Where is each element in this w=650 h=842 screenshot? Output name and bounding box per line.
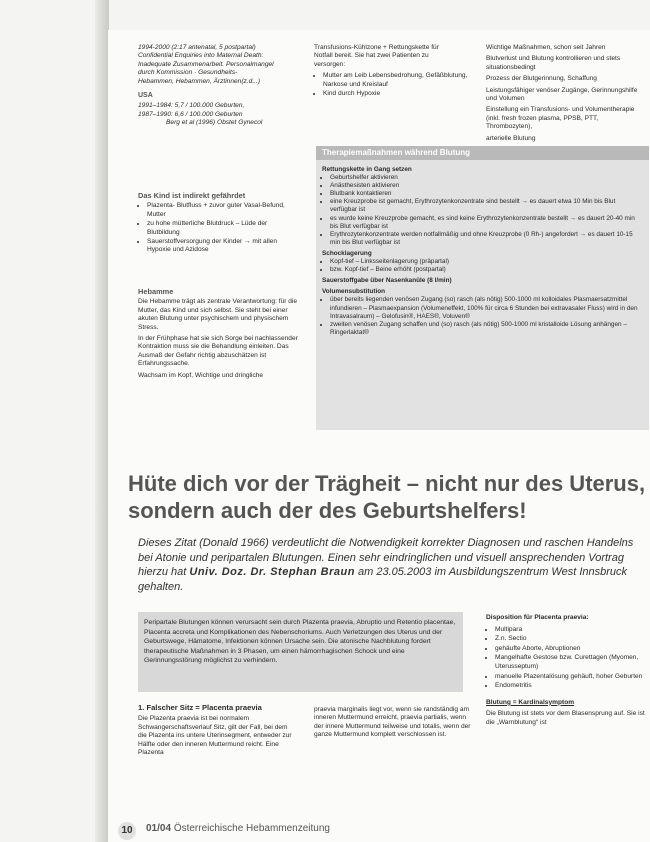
therapy-item-9: • über bereits liegenden venösen Zugang (so) rasch (als nötig) 500-1000 ml kolloidales Plasmaersatzmittel infundieren – Plasmaexpansion (Volumeneffekt, 100% für circa 6 Stunden bei extravasaler Fluss) wird in den Intravasalraum) – Gelofusin®, HAES®, Voluven® xyxy=(330,296,643,320)
therapy-item-1: • Geburtshelfer aktivieren xyxy=(330,174,643,182)
therapy-item-6: • Erythrozytenkonzentrate werden notfallmäßig und ohne Kreuzprobe (0 Rh-) angefordert → es dauert 10-15 min bis Blut verfügbar ist xyxy=(330,231,643,247)
intro-pre: Dieses Zitat (Donald 1966) verdeutlicht die Notwendigkeit korrekter Diagnosen und raschen Handelns bei Atonie und peripartalen Blutungen. Einen sehr eindringlichen und visuell ansprechenden Vortrag hierzu hat xyxy=(138,537,634,578)
disp-item-6: • Endometritis xyxy=(495,682,646,691)
usa-line-3: Berg et al (1996) Obstet Gynecol xyxy=(166,119,263,127)
therapy-box-title: Therapiemaßnahmen während Blutung xyxy=(316,146,649,160)
therapy-item-10: • zweiten venösen Zugang schaffen und (so) rasch (als nötig) 500-1000 ml kristalloide Lösung anhängen – Ringerlaktat® xyxy=(330,321,643,337)
col1-top xyxy=(138,44,300,131)
therapy-item-4: • eine Kreuzprobe ist gemacht, Erythrozytenkonzentrate sind bestellt → es dauert etwa 10 Min bis Blut verfügbar ist xyxy=(330,198,643,214)
hebamme-p1: Die Hebamme trägt als zentrale Verantwortung: für die Mutter, das Kind und sich selbst. Sie steht bei einer akuten Blutung unter psychischem und physischem Stress. xyxy=(138,298,298,331)
hebamme-heading: Hebamme xyxy=(138,287,174,296)
usa-line-2: 1987–1990: 6,6 / 100.000 Geburten xyxy=(138,110,243,118)
therapy-section-sauerstoff: Sauerstoffgabe über Nasenkanüle (8 l/min) xyxy=(322,277,452,285)
disp-item-4: • Mangelhafte Gestose bzw. Curettagen (Myomen, Uterusseptum) xyxy=(495,654,646,671)
therapy-item-3: • Blutbank kontaktieren xyxy=(330,190,643,198)
col3-line-2: Blutverlust und Blutung kontrollieren und stets situationsbedingt xyxy=(486,55,621,71)
col3-line-1: Wichtige Maßnahmen, schon seit Jahren xyxy=(486,44,606,51)
disposition-title: Disposition für Placenta praevia: xyxy=(486,614,589,621)
kind-item-1: • Plazenta- Blutfluss + zuvor guter Vasal-Befund, Mutter xyxy=(147,202,298,219)
intro-post: am 23.05.2003 im Ausbildungszentrum West Innsbruck gehalten. xyxy=(138,566,628,593)
praevia-text: praevia marginalis liegt vor, wenn sie randständig am inneren Muttermund erreicht, praevia partialis, wenn der innere Muttermund teilweise und totalis, wenn der ganze Muttermund komplett verschlossen ist. xyxy=(314,706,471,739)
page-number: 10 xyxy=(118,822,136,840)
kind-heading: Das Kind ist indirekt gefährdet xyxy=(138,191,246,200)
col1-line-2: Confidential Enquiries into Maternal Death: xyxy=(138,52,264,60)
col2-top xyxy=(314,44,474,99)
disp-item-3: • gehäufte Aborte, Abruptionen xyxy=(495,645,646,654)
footer-magazine: Österreichische Hebammenzeitung xyxy=(173,823,330,834)
hebamme-p3: Wachsam im Kopf, Wichtige und dringliche xyxy=(138,371,264,379)
disposition-box xyxy=(486,614,646,728)
disposition-list xyxy=(486,626,646,691)
hebamme-p2: In der Frühphase hat sie sich Sorge bei nachlassender Kontraktion muss sie die Behandlung einleiten. Das Ausmaß der Gefahr richtig abzuschätzen ist Erfahrungssache. xyxy=(138,335,298,368)
col1-line-1: 1994-2000 (2:17 antenatal, 5 postpartal) xyxy=(138,44,256,51)
therapy-box xyxy=(316,160,649,430)
kind-item-3: • Sauerstoffversorgung der Kinder → mit allen Hypoxie und Azidose xyxy=(147,238,298,255)
col2-item-1: • Mutter am Leib Lebensbedrohung, Gefäßblutung, Narkose und Kreislauf xyxy=(323,72,474,89)
therapy-item-8: • bzw. Kopf-tief – Beine erhöht (postpartal) xyxy=(330,266,643,274)
col2-line-3: versorgen: xyxy=(314,60,346,68)
therapy-list-3 xyxy=(322,296,643,336)
col3-line-5: Einstellung ein Transfusions- und Volumentherapie (inkl. fresh frozen plasma, PPSB, PTT, Thrombozyten), xyxy=(486,106,635,131)
therapy-section-rettungskette: Rettungskette in Gang setzen xyxy=(322,166,412,173)
col2-list xyxy=(314,72,474,98)
therapy-list-2 xyxy=(322,258,643,274)
col-mid-bottom xyxy=(314,706,472,743)
kind-list xyxy=(138,202,298,254)
col1-line-3: Inadequate Zusammenarbeit. Personalmangel xyxy=(138,60,274,68)
col2-line-2: Notfall bereit. Sie hat zwei Patienten zu xyxy=(314,52,429,60)
blutung-heading: Blutung = Kardinalsymptom xyxy=(486,698,575,706)
footer-issue xyxy=(146,820,330,838)
therapy-item-5: • es wurde keine Kreuzprobe gemacht, es sind keine Erythrozytenkonzentrate bestellt → es dauert 20-40 min bis Blut verfügbar ist xyxy=(330,215,643,231)
speaker-name: Univ. Doz. Dr. Stephan Braun xyxy=(189,566,355,578)
col1-line-4: durch Kommission · Gesundheits- xyxy=(138,69,238,77)
blutung-text: Die Blutung ist stets vor dem Blasensprung auf. Sie ist die „Warnblutung“ ist xyxy=(486,710,645,726)
therapy-item-7: • Kopf-tief – Linksseitenlagerung (präpartal) xyxy=(330,258,643,266)
disp-item-2: • Z.n. Sectio xyxy=(495,635,646,644)
col3-line-6: arterielle Blutung xyxy=(486,134,536,142)
falscher-sitz-text: Die Plazenta praevia ist bei normalem Schwangerschaftsverlauf Sitz, gilt der Fall, bei dem die Plazenta ins untere Uterinsegment, entweder zur Hälfte oder den inneren Muttermund reicht. Eine Plazenta xyxy=(138,715,292,757)
usa-heading: USA xyxy=(138,92,153,100)
footer-issue-number: 01/04 xyxy=(146,823,172,834)
therapy-item-2: • Anästhesisten aktivieren xyxy=(330,182,643,190)
col3-top xyxy=(486,44,644,146)
col2-line-1: Transfusions-Kühlzone + Rettungskette für xyxy=(314,44,439,51)
col2-item-2: • Kind durch Hypoxie xyxy=(323,90,474,98)
peripartale-box: Peripartale Blutungen können verursacht sein durch Plazenta praevia, Abruptio und Retentio placentae, Placenta accreta und Komplikationen des Nebenschoriums. Auch Verletzungen des Uterus und der Geburtswege, Hämatome, Infektionen können Ursache sein. Die atonische Nachblutung fordert therapeutische Maßnahmen in 3 Phasen, um einen hämorrhagischen Schock und eine Gerinnungsstörung möglichst zu verhindern. xyxy=(138,612,463,692)
falscher-sitz-section xyxy=(138,704,298,760)
col1-kind-section xyxy=(138,186,298,256)
page-binding-shadow xyxy=(95,0,109,842)
therapy-section-schocklagerung: Schocklagerung xyxy=(322,249,372,257)
intro-paragraph xyxy=(138,536,643,594)
falscher-sitz-heading: 1. Falscher Sitz = Placenta praevia xyxy=(138,703,262,712)
col3-line-3: Prozess der Blutgerinnung, Schaffung xyxy=(486,75,597,83)
col1-hebamme-section xyxy=(138,282,298,383)
usa-line-1: 1991–1984: 5,7 / 100.000 Geburten, xyxy=(138,102,245,110)
disp-item-5: • manuelle Plazentalösung gehäuft, hoher Geburten xyxy=(495,673,646,682)
therapy-section-volumen: Volumensubstitution xyxy=(322,288,386,296)
therapy-list-1 xyxy=(322,174,643,247)
disp-item-1: • Multipara xyxy=(495,626,646,635)
quote-headline: Hüte dich vor der Trägheit – nicht nur des Uterus, sondern auch der des Geburtshelfers! xyxy=(128,471,646,523)
col3-line-4: Leistungsfähiger venöser Zugänge, Gerinnungshilfe und Volumen xyxy=(486,86,638,103)
kind-item-2: • zu hohe mütterliche Blutdruck – Lüde der Blutbildung xyxy=(147,220,298,237)
col1-line-5: Hebammen, Hebammen, Ärztinnen(z.d...) xyxy=(138,77,261,85)
